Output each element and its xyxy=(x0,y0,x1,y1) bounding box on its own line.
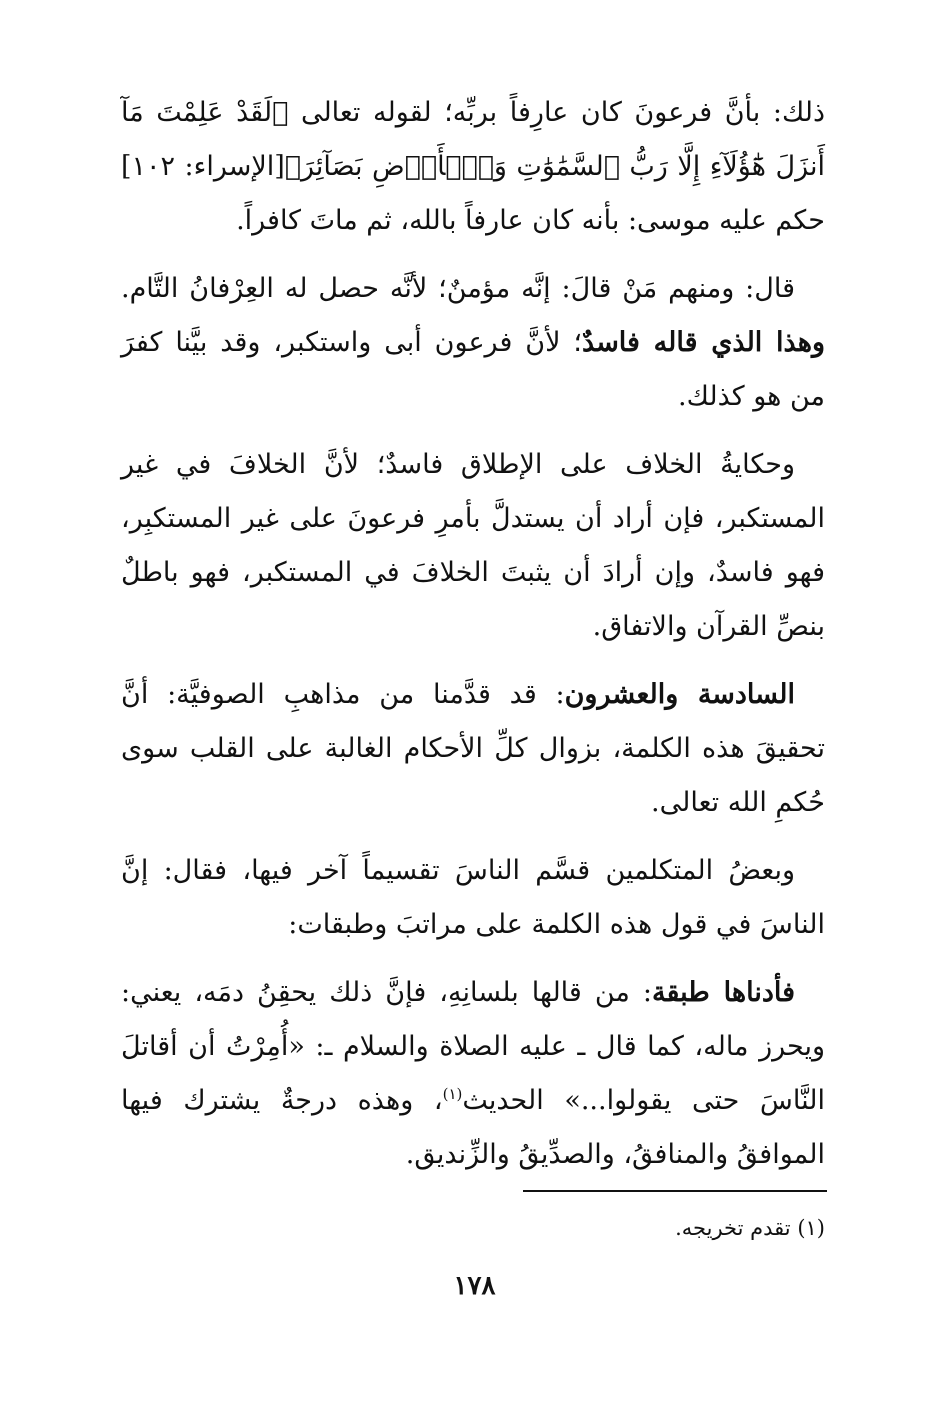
paragraph-4-text: : قد قدَّمنا من مذاهبِ الصوفيَّة: أنَّ تحقيقَ هذه الكلمة، بزوال كلِّ الأحكام الغالبة على القلب سوى حُكمِ الله تعالى. xyxy=(121,679,825,818)
paragraph-6-bold-phrase: فأدناها طبقة xyxy=(652,977,795,1008)
paragraph-5-text: وبعضُ المتكلمين قسَّم الناسَ تقسيماً آخر فيها، فقال: إنَّ الناسَ في قول هذه الكلمة على مراتبَ وطبقات: xyxy=(121,855,825,940)
paragraph-2-text-b: ؛ لأنَّ فرعون أبى واستكبر، وقد بيَّنا كفرَ من هو كذلك. xyxy=(121,327,825,412)
main-text xyxy=(121,86,825,1182)
paragraph-4 xyxy=(121,668,825,830)
paragraph-3 xyxy=(121,438,825,654)
paragraph-6 xyxy=(121,966,825,1182)
paragraph-2-text-a: قال: ومنهم مَنْ قالَ: إنَّه مؤمنٌ؛ لأنَّه حصل له العِرْفانُ التَّام. xyxy=(121,273,795,304)
section-heading-26: السادسة والعشرون xyxy=(564,679,795,710)
footnote xyxy=(121,1208,825,1248)
paragraph-6-text-b: ، وهذه درجةٌ يشترك فيها الموافقُ والمنافقُ، والصدِّيقُ والزِّنديق. xyxy=(121,1085,825,1170)
paragraph-3-text: وحكايةُ الخلاف على الإطلاق فاسدٌ؛ لأنَّ الخلافَ في غير المستكبر، فإن أراد أن يستدلَّ بأمرِ فرعونَ على غير المستكبِر، فهو فاسدٌ، وإن أرادَ أن يثبتَ الخلافَ في المستكبر، فهو باطلٌ بنصِّ القرآن والاتفاق. xyxy=(121,449,825,642)
footnote-divider xyxy=(523,1190,827,1192)
page-number: ١٧٨ xyxy=(453,1271,496,1301)
footnote-reference: (١) xyxy=(442,1085,463,1103)
paragraph-1 xyxy=(121,86,825,248)
paragraph-6-text-a: : من قالها بلسانِهِ، فإنَّ ذلك يحقِنُ دمَه، يعني: ويحرز ماله، كما قال ـ عليه الصلاة والسلام ـ: «أُمِرْتُ أن أقاتلَ النَّاسَ حتى يقولوا...» الحديث xyxy=(121,977,825,1116)
paragraph-1-text: ذلك: بأنَّ فرعونَ كان عارِفاً بربِّه؛ لقوله تعالى ﴿لَقَدْ عَلِمْتَ مَآ أَنزَلَ هَٰٓؤُلَآءِ إِلَّا رَبُّ ٱلسَّمَٰوَٰتِ وَٱلۡأَرۡضِ بَصَآئِرَ﴾[الإسراء: ١٠٢] حكم عليه موسى: بأنه كان عارفاً بالله، ثم ماتَ كافراً. xyxy=(121,97,825,236)
paragraph-5 xyxy=(121,844,825,952)
paragraph-2 xyxy=(121,262,825,424)
footnote-marker: (١) xyxy=(797,1216,825,1240)
paragraph-2-bold-phrase: وهذا الذي قاله فاسدٌ xyxy=(582,327,825,358)
footnote-text: تقدم تخريجه. xyxy=(675,1216,791,1240)
